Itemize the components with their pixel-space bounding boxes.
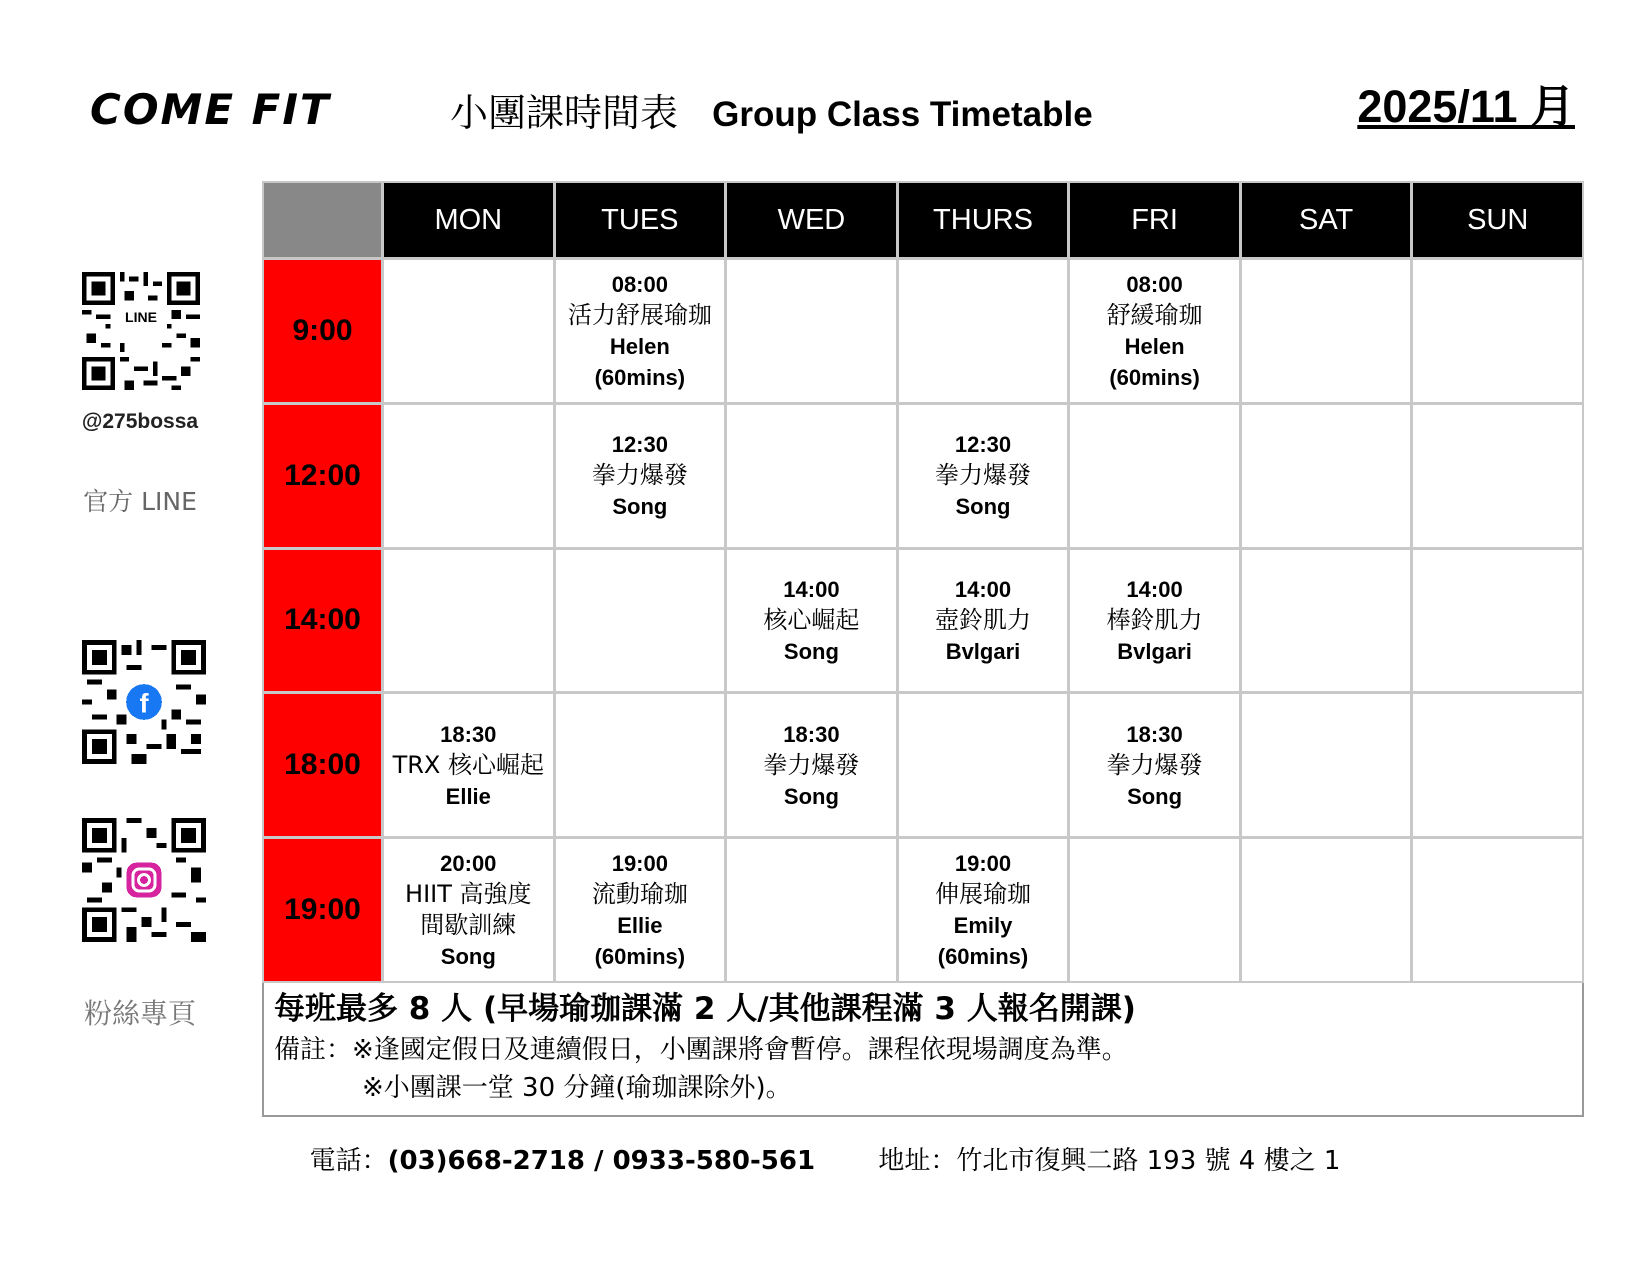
time-slot-label: 14:00 — [264, 550, 381, 692]
empty-slot — [556, 550, 725, 692]
empty-slot — [1413, 405, 1582, 547]
class-instructor: Ellie — [617, 913, 663, 939]
class-name: 拳力爆發 — [591, 461, 688, 490]
class-duration: (60mins) — [594, 944, 686, 970]
empty-slot — [384, 550, 553, 692]
class-start-time: 19:00 — [954, 851, 1012, 877]
class-slot — [899, 839, 1068, 981]
class-slot — [1070, 694, 1239, 836]
holiday-note: 備註：※逢國定假日及連續假日，小團課將會暫停。課程依現場調度為準。 — [274, 1035, 1128, 1065]
class-instructor: Bvlgari — [1117, 638, 1192, 664]
come-fit-logo — [90, 80, 350, 140]
class-name: 活力舒展瑜珈 — [567, 300, 712, 329]
facebook-qr-icon[interactable] — [82, 640, 206, 764]
class-slot — [556, 405, 725, 547]
address-text: 竹北市復興二路 193 號 4 樓之 1 — [956, 1146, 1341, 1176]
empty-slot — [899, 260, 1068, 402]
class-slot — [899, 550, 1068, 692]
class-name: 核心崛起 — [763, 605, 860, 634]
class-instructor: Emily — [953, 913, 1013, 939]
empty-slot — [1070, 839, 1239, 981]
class-name-line2: 間歇訓練 — [420, 911, 517, 940]
line-qr-icon[interactable] — [82, 272, 200, 390]
class-name: 舒緩瑜珈 — [1106, 300, 1203, 329]
empty-slot — [727, 260, 896, 402]
line-id: @275bossa — [81, 410, 199, 433]
capacity-note: 每班最多 8 人 (早場瑜珈課滿 2 人/其他課程滿 3 人報名開課) — [274, 991, 1136, 1027]
class-start-time: 12:30 — [611, 432, 668, 458]
empty-slot — [556, 694, 725, 836]
day-header: THURS — [899, 183, 1068, 257]
class-instructor: Song — [612, 494, 668, 520]
logo-text: COME FIT — [90, 85, 331, 134]
day-header: TUES — [556, 183, 725, 257]
class-slot — [556, 260, 725, 402]
empty-slot — [1242, 694, 1411, 836]
class-slot — [1070, 550, 1239, 692]
class-duration: (60mins) — [1109, 364, 1200, 390]
line-badge: LINE — [125, 309, 157, 325]
class-start-time: 14:00 — [1126, 576, 1183, 602]
empty-slot — [1413, 550, 1582, 692]
instagram-qr-icon[interactable] — [82, 818, 206, 942]
page-title — [450, 83, 1093, 143]
class-instructor: Song — [955, 494, 1011, 520]
duration-note: ※小團課一堂 30 分鐘(瑜珈課除外)。 — [362, 1073, 792, 1103]
class-name: 拳力爆發 — [1106, 750, 1203, 779]
empty-slot — [727, 839, 896, 981]
table-corner — [264, 183, 381, 257]
empty-slot — [1413, 694, 1582, 836]
class-duration: (60mins) — [594, 364, 686, 390]
class-name: 拳力爆發 — [934, 461, 1031, 490]
day-header: WED — [727, 183, 896, 257]
notes-box — [262, 983, 1584, 1117]
empty-slot — [1242, 260, 1411, 402]
phone-number: (03)668-2718 / 0933-580-561 — [387, 1146, 816, 1176]
class-slot — [1070, 260, 1239, 402]
class-slot — [899, 405, 1068, 547]
timetable-grid — [262, 181, 1584, 983]
time-slot-label: 9:00 — [264, 260, 381, 402]
class-name: 壺鈴肌力 — [934, 605, 1031, 634]
time-slot-label: 12:00 — [264, 405, 381, 547]
empty-slot — [1413, 260, 1582, 402]
class-instructor: Song — [440, 944, 496, 970]
title-zh: 小團課時間表 — [450, 91, 679, 135]
class-start-time: 14:00 — [954, 576, 1012, 602]
class-start-time: 18:30 — [1126, 721, 1183, 747]
empty-slot — [1413, 839, 1582, 981]
class-duration: (60mins) — [937, 944, 1029, 970]
empty-slot — [899, 694, 1068, 836]
day-header: FRI — [1070, 183, 1239, 257]
class-name: 棒鈴肌力 — [1106, 605, 1203, 634]
class-start-time: 20:00 — [440, 851, 497, 877]
empty-slot — [384, 405, 553, 547]
class-name: TRX 核心崛起 — [392, 750, 544, 779]
class-start-time: 14:00 — [783, 576, 840, 602]
time-slot-label: 19:00 — [264, 839, 381, 981]
empty-slot — [1242, 550, 1411, 692]
time-slot-label: 18:00 — [264, 694, 381, 836]
class-start-time: 19:00 — [611, 851, 668, 877]
day-header: MON — [384, 183, 553, 257]
footer-contact — [0, 1140, 1650, 1177]
empty-slot — [1070, 405, 1239, 547]
class-slot — [556, 839, 725, 981]
class-start-time: 08:00 — [1126, 271, 1183, 297]
class-start-time: 12:30 — [954, 432, 1012, 458]
class-instructor: Helen — [609, 333, 670, 359]
line-label: 官方 LINE — [83, 487, 197, 516]
class-slot — [727, 694, 896, 836]
day-header: SAT — [1242, 183, 1411, 257]
month-label: 2025/11 月 — [1357, 81, 1575, 132]
class-instructor: Song — [783, 783, 839, 809]
empty-slot — [1242, 405, 1411, 547]
empty-slot — [727, 405, 896, 547]
svg-text:f: f — [139, 687, 149, 719]
class-name: HIIT 高強度 — [405, 880, 532, 909]
class-instructor: Helen — [1124, 333, 1185, 359]
empty-slot — [1242, 839, 1411, 981]
class-instructor: Bvlgari — [945, 638, 1021, 664]
address-label: 地址： — [878, 1146, 957, 1176]
class-slot — [384, 839, 553, 981]
class-slot — [384, 694, 553, 836]
class-instructor: Ellie — [445, 783, 491, 809]
class-instructor: Song — [783, 638, 839, 664]
class-name: 拳力爆發 — [763, 750, 860, 779]
class-start-time: 08:00 — [611, 271, 668, 297]
phone-label: 電話： — [309, 1146, 388, 1176]
day-header: SUN — [1413, 183, 1582, 257]
class-instructor: Song — [1127, 783, 1183, 809]
class-name: 流動瑜珈 — [591, 880, 688, 909]
empty-slot — [384, 260, 553, 402]
class-slot — [727, 550, 896, 692]
title-en: Group Class Timetable — [712, 95, 1093, 134]
fans-page-label: 粉絲專頁 — [83, 997, 196, 1030]
class-start-time: 18:30 — [783, 721, 840, 747]
class-name: 伸展瑜珈 — [934, 880, 1031, 909]
class-start-time: 18:30 — [440, 721, 497, 747]
